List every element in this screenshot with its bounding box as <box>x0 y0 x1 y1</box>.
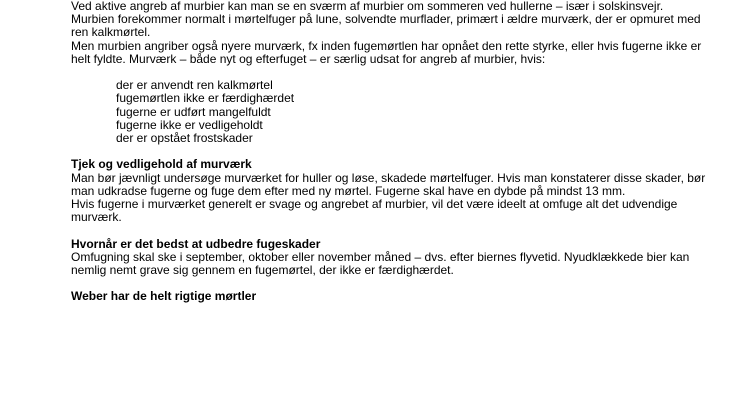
intro-paragraph-2: Murbien forekommer normalt i mørtelfuger på lune, solvendte murflader, primært i ældre murværk, der er opmuret med ren kalkmørtel. <box>71 12 701 40</box>
list-item: der er anvendt ren kalkmørtel <box>116 78 273 93</box>
list-item: der er opstået frostskader <box>116 131 253 146</box>
section-heading-maintenance: Tjek og vedligehold af murværk <box>71 157 252 172</box>
intro-paragraph-3: Men murbien angriber også nyere murværk, fx inden fugemørtlen har opnået den rette styrke, eller hvis fugerne ikke er helt fyldte. Murværk – både nyt og efterfuget – er særlig udsat for angreb af murbier, hvis: <box>71 38 702 66</box>
list-item: fugemørtlen ikke er færdighærdet <box>116 91 295 106</box>
intro-paragraph-1: Ved aktive angreb af murbier kan man se en sværm af murbier om sommeren ved hullerne – især i solskinsvejr. <box>71 0 664 13</box>
maintenance-paragraph-2: Hvis fugerne i murværket generelt er svage og angrebet af murbier, vil det være ideelt at omfuge alt det udvendige murværk. <box>71 197 678 225</box>
section-heading-weber: Weber har de helt rigtige mørtler <box>71 289 257 304</box>
document-page <box>71 0 711 304</box>
list-item: fugerne ikke er vedligeholdt <box>116 117 263 132</box>
conditions-list <box>71 79 711 145</box>
timing-paragraph: Omfugning skal ske i september, oktober eller november måned – dvs. efter biernes flyvetid. Nyudklækkede bier kan nemlig nemt grave sig gennem en fugemørtel, der ikke er færdighærdet. <box>71 249 690 278</box>
section-heading-timing: Hvornår er det bedst at udbedre fugeskader <box>71 236 321 251</box>
maintenance-paragraph-1: Man bør jævnligt undersøge murværket for huller og løse, skadede mørtelfuger. Hvis man konstaterer disse skader, bør man udkradse fugerne og fuge dem efter med ny mørtel. Fugerne skal have en dybde på mindst 13 mm. <box>71 170 706 198</box>
list-item: fugerne er udført mangelfuldt <box>116 104 271 119</box>
